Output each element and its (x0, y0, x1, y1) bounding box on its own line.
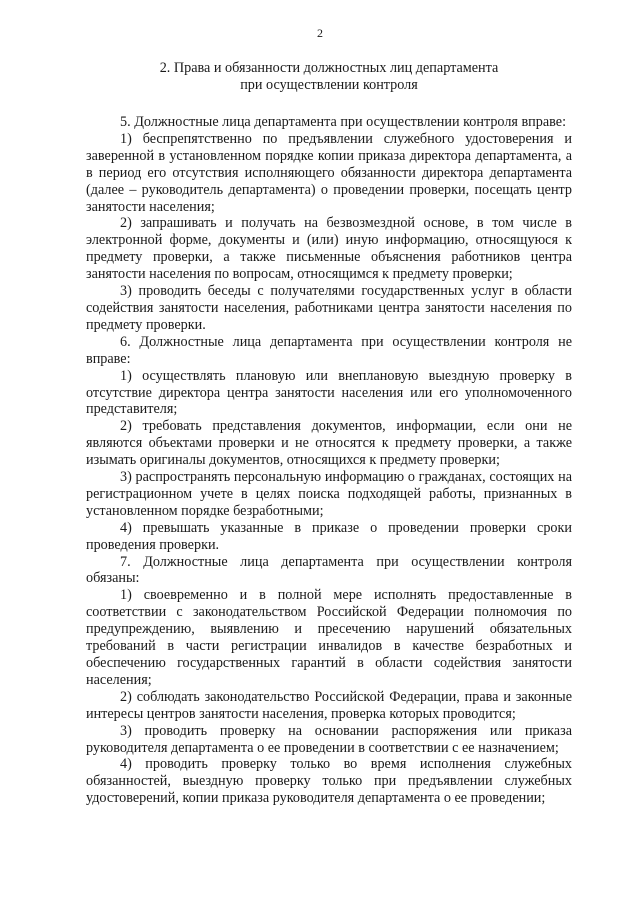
page-number: 2 (317, 26, 323, 40)
paragraph-6-item-3: 3) распространять персональную информацию о гражданах, состоящих на регистрационном учете в целях поиска подходящей работы, признанных в установленном порядке безработными; (86, 469, 572, 519)
paragraph-5-item-2: 2) запрашивать и получать на безвозмездной основе, в том числе в электронной форме, документы и (или) иную информацию, относящуюся к предмету проверки, а также письменные объяснения работников центра занятости населения по вопросам, относящимся к предмету проверки; (86, 215, 572, 283)
paragraph-5-item-3: 3) проводить беседы с получателями государственных услуг в области содействия занятости населения, работниками центра занятости населения по предмету проверки. (86, 283, 572, 333)
section-heading (86, 0, 572, 94)
paragraph-6-item-2: 2) требовать представления документов, информации, если они не являются объектами проверки и не относятся к предмету проверки, а также изымать оригиналы документов, относящихся к предмету проверки; (86, 418, 572, 469)
document-body (86, 114, 572, 807)
paragraph-6-item-1: 1) осуществлять плановую или внеплановую выездную проверку в отсутствие директора центра занятости населения или его уполномоченного представителя; (86, 367, 572, 418)
paragraph-6-intro: 6. Должностные лица департамента при осуществлении контроля не вправе: (86, 333, 572, 367)
paragraph-7-item-2: 2) соблюдать законодательство Российской Федерации, права и законные интересы центров занятости населения, проверка которых проводится; (86, 688, 572, 722)
section-heading-line-2: при осуществлении контроля (240, 77, 418, 93)
paragraph-5-intro: 5. Должностные лица департамента при осуществлении контроля вправе: (120, 114, 567, 130)
section-heading-line-1: 2. Права и обязанности должностных лиц департамента (159, 60, 499, 76)
paragraph-7-item-4: 4) проводить проверку только во время исполнения служебных обязанностей, выездную проверку только при предъявлении служебных удостоверений, копии приказа руководителя департамента о ее проведении; (86, 756, 572, 807)
paragraph-7-item-1: 1) своевременно и в полной мере исполнять предоставленные в соответствии с законодательством Российской Федерации полномочия по предупреждению, выявлению и пресечению нарушений обязательных требований в части регистрации инвалидов в качестве безработных и обеспечению государственных гарантий в области содействия занятости населения; (86, 587, 572, 688)
paragraph-7-item-3: 3) проводить проверку на основании распоряжения или приказа руководителя департамента о ее проведении в соответствии с ее назначением; (86, 722, 572, 756)
paragraph-5-item-1: 1) беспрепятственно по предъявлении служебного удостоверения и заверенной в установленном порядке копии приказа директора департамента, а в период его отсутствия исполняющего обязанности директора департамента (далее – руководитель департамента) о проведении проверки, посещать центр занятости населения; (86, 130, 572, 215)
paragraph-6-item-4: 4) превышать указанные в приказе о проведении проверки сроки проведения проверки. (86, 519, 572, 553)
paragraph-7-intro: 7. Должностные лица департамента при осуществлении контроля обязаны: (86, 553, 572, 587)
